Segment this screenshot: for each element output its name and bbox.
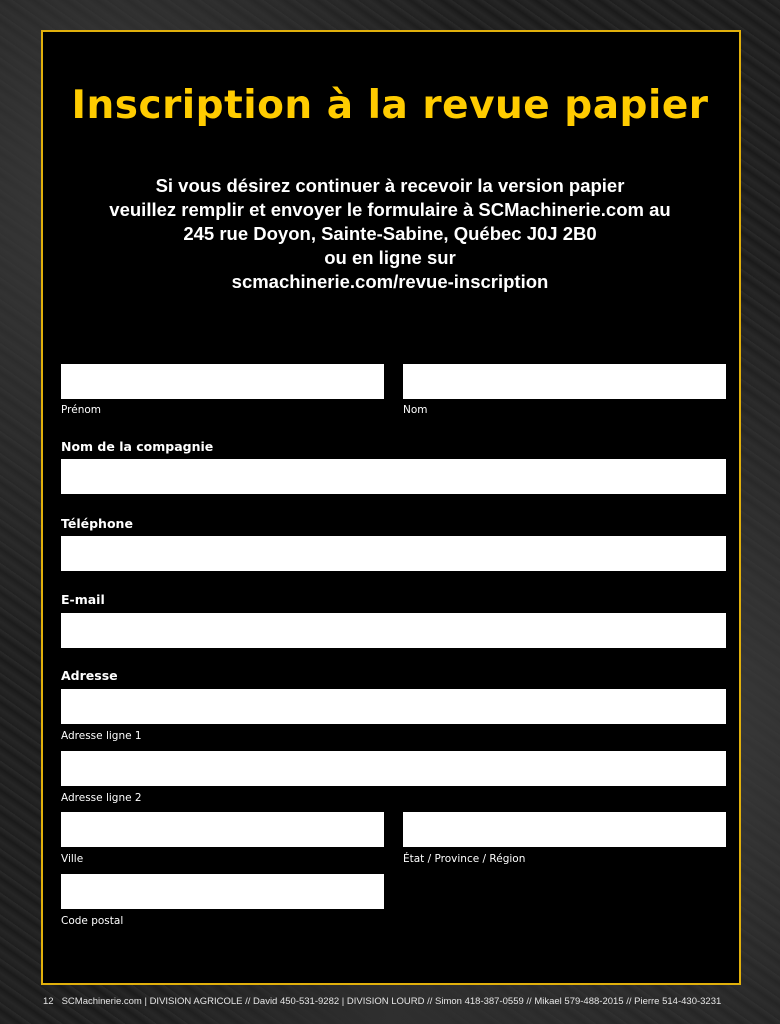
- phone-heading: Téléphone: [61, 516, 133, 531]
- address-line1-input[interactable]: [61, 689, 726, 724]
- footer-contacts: SCMachinerie.com | DIVISION AGRICOLE // David 450-531-9282 | DIVISION LOURD // Simon 418-387-0559 // Mikael 579-488-2015 // Pierre 514-430-3231: [61, 996, 722, 1007]
- city-input[interactable]: [61, 812, 384, 847]
- company-input[interactable]: [61, 459, 726, 494]
- address-line1-label: Adresse ligne 1: [61, 730, 142, 742]
- state-label: État / Province / Région: [403, 853, 526, 865]
- intro-line: veuillez remplir et envoyer le formulaire à SCMachinerie.com au: [109, 199, 671, 220]
- intro-line: ou en ligne sur: [324, 247, 456, 268]
- page-number: 12: [43, 996, 54, 1007]
- address-line2-label: Adresse ligne 2: [61, 792, 142, 804]
- city-label: Ville: [61, 853, 84, 865]
- intro-text: [40, 174, 740, 294]
- nom-input[interactable]: [403, 364, 726, 399]
- intro-line: Si vous désirez continuer à recevoir la version papier: [155, 175, 625, 196]
- address-line2-input[interactable]: [61, 751, 726, 786]
- email-input[interactable]: [61, 613, 726, 648]
- prenom-input[interactable]: [61, 364, 384, 399]
- phone-input[interactable]: [61, 536, 726, 571]
- nom-label: Nom: [403, 404, 428, 416]
- intro-link[interactable]: scmachinerie.com/revue-inscription: [231, 271, 549, 292]
- company-heading: Nom de la compagnie: [61, 439, 214, 454]
- page-title: Inscription à la revue papier: [71, 83, 709, 128]
- address-heading: Adresse: [61, 668, 118, 683]
- intro-line: 245 rue Doyon, Sainte-Sabine, Québec J0J 2B0: [183, 223, 597, 244]
- postal-code-label: Code postal: [61, 915, 124, 927]
- state-input[interactable]: [403, 812, 726, 847]
- prenom-label: Prénom: [61, 404, 102, 416]
- page-footer: [43, 996, 721, 1007]
- email-heading: E-mail: [61, 592, 105, 607]
- postal-code-input[interactable]: [61, 874, 384, 909]
